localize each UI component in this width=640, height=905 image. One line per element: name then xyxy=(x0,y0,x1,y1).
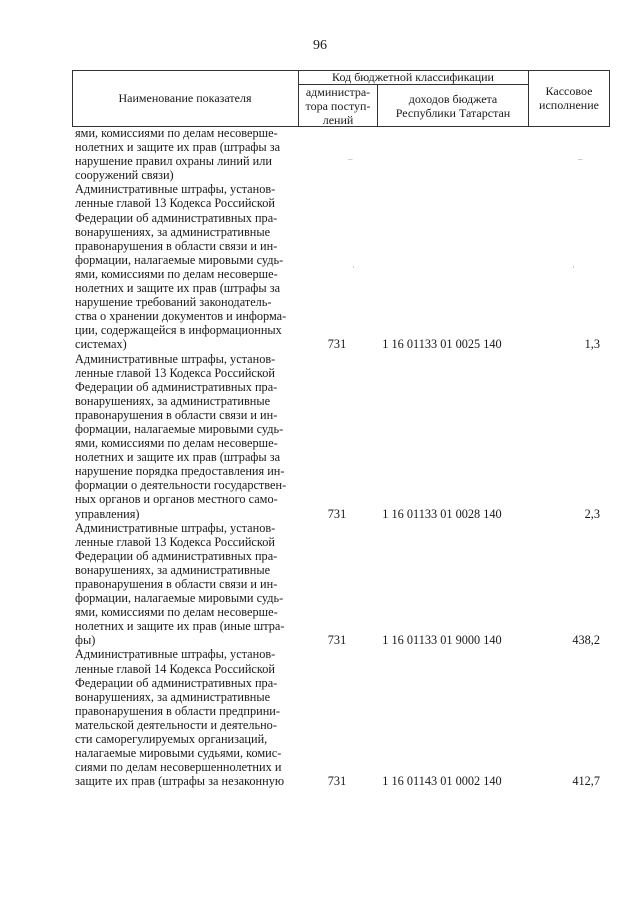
row-budget-code: 1 16 01143 01 0002 140 xyxy=(382,774,502,789)
row-name: ями, комиссиями по делам несоверше- нолетних и защите их прав (штрафы за нарушение правил охраны линий или сооружений связи) xyxy=(75,126,281,183)
table-header xyxy=(72,70,610,126)
table-row xyxy=(72,126,610,182)
header-amount-col: Кассовое исполнение xyxy=(539,84,599,112)
table-row xyxy=(72,647,610,788)
row-budget-code: 1 16 01133 01 0028 140 xyxy=(382,506,502,521)
table-body xyxy=(72,126,610,788)
row-amount: 1,3 xyxy=(584,337,600,352)
header-right-border xyxy=(609,70,610,126)
row-amount: 438,2 xyxy=(572,633,600,648)
row-budget-code: 1 16 01133 01 0025 140 xyxy=(382,337,502,352)
table-row xyxy=(72,182,610,351)
row-name: Административные штрафы, установ- ленные главой 13 Кодекса Российской Федерации об административных пра- вонарушениях, за административные правонарушения в области связи и ин- формации, налагаемые мировыми судь- ями, комиссиями по делам несоверше- нолетних и защите их прав (иные штра- фы) xyxy=(75,520,285,648)
table-row xyxy=(72,521,610,648)
scan-mark: · xyxy=(572,262,575,272)
row-admin-code: 731 xyxy=(327,337,347,352)
header-name-col: Наименование показателя xyxy=(118,91,252,105)
scan-mark: – xyxy=(348,154,353,164)
row-admin-code: 731 xyxy=(327,774,347,789)
row-amount: 412,7 xyxy=(572,774,600,789)
table-row xyxy=(72,352,610,521)
row-admin-code: 731 xyxy=(327,506,347,521)
row-name: Административные штрафы, установ- ленные главой 13 Кодекса Российской Федерации об административных пра- вонарушениях, за административные правонарушения в области связи и ин- формации, налагаемые мировыми судь- ями, комиссиями по делам несоверше- нолетних и защите их прав (штрафы за нарушение требований законодатель- ства о хранении документов и информа- ции, содержащейся в информационных системах) xyxy=(75,182,287,352)
scan-mark: – xyxy=(578,154,583,164)
header-income-col: доходов бюджета Республики Татарстан xyxy=(395,91,511,120)
row-amount: 2,3 xyxy=(584,506,600,521)
row-budget-code: 1 16 01133 01 9000 140 xyxy=(382,633,502,648)
row-name: Административные штрафы, установ- ленные главой 13 Кодекса Российской Федерации об административных пра- вонарушениях, за административные правонарушения в области связи и ин- формации, налагаемые мировыми судь- ями, комиссиями по делам несоверше- нолетних и защите их прав (штрафы за нарушение порядка предоставления ин- формации о деятельности государствен- ных органов и органов местного само- управления) xyxy=(75,351,287,521)
row-admin-code: 731 xyxy=(327,633,347,648)
header-code-group: Код бюджетной классификации xyxy=(332,70,494,84)
page-number: 96 xyxy=(313,38,327,53)
header-admin-col: администра-тора поступ-лений xyxy=(305,84,371,127)
scan-mark: · xyxy=(352,262,355,272)
row-name: Административные штрафы, установ- ленные главой 14 Кодекса Российской Федерации об административных пра- вонарушениях, за административные правонарушения в области предприни- мательской деятельности и деятельно- сти саморегулируемых организаций, налагаемые мировыми судьями, комис- сиями по делам несовершеннолетних и защите их прав (штрафы за незаконную xyxy=(75,647,285,789)
